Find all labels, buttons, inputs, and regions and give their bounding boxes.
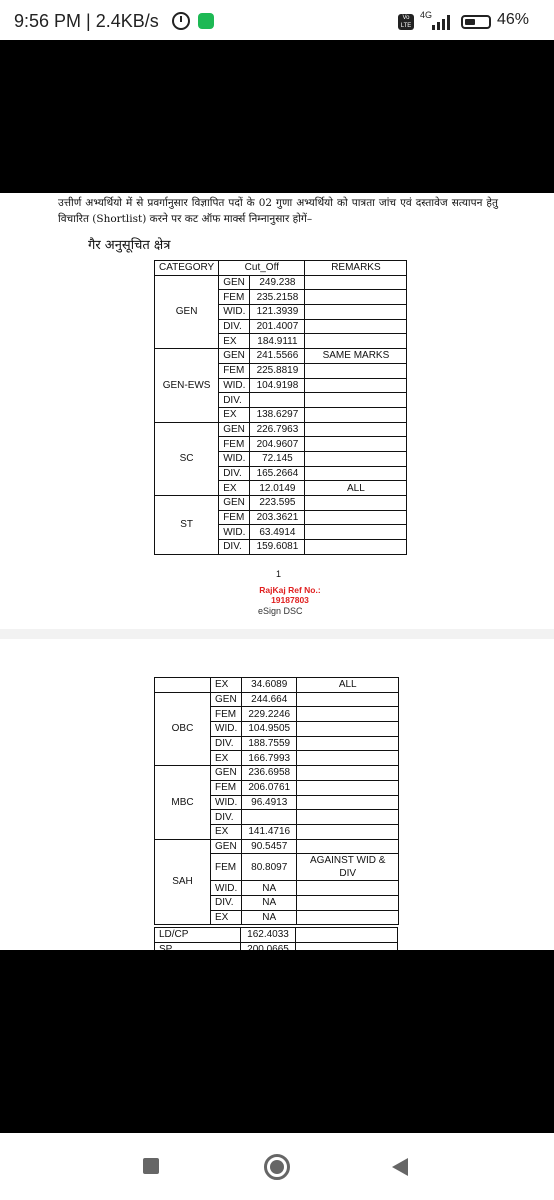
subcategory-cell: GEN — [211, 766, 242, 781]
cutoff-cell: 225.8819 — [250, 363, 305, 378]
cutoff-cell: 162.4033 — [241, 928, 296, 943]
remarks-cell: ALL — [297, 678, 399, 693]
remarks-cell — [297, 736, 399, 751]
battery-icon — [461, 15, 491, 29]
cutoff-cell: NA — [242, 895, 297, 910]
table-row — [155, 678, 399, 693]
subcategory-cell: EX — [219, 481, 250, 496]
category-cell: MBC — [155, 766, 211, 839]
subcategory-cell: GEN — [219, 349, 250, 364]
subcategory-cell: FEM — [219, 510, 250, 525]
remarks-cell — [297, 766, 399, 781]
cutoff-cell: 104.9505 — [242, 722, 297, 737]
category-cell: ST — [155, 496, 219, 555]
battery-percent: 46% — [497, 11, 530, 28]
subcategory-cell: EX — [211, 678, 242, 693]
subcategory-cell: DIV. — [219, 540, 250, 555]
cutoff-cell — [242, 810, 297, 825]
remarks-cell — [305, 275, 407, 290]
table-row — [155, 692, 399, 707]
table-row — [155, 839, 399, 854]
cutoff-cell: 226.7963 — [250, 422, 305, 437]
network-type: 4G — [420, 10, 433, 20]
subcategory-cell: GEN — [219, 275, 250, 290]
category-cell: LD/CP — [155, 928, 241, 943]
remarks-cell — [297, 751, 399, 766]
cutoff-cell: 12.0149 — [250, 481, 305, 496]
subcategory-cell: FEM — [211, 854, 242, 881]
remarks-cell — [305, 290, 407, 305]
category-cell: GEN-EWS — [155, 349, 219, 422]
cutoff-cell: 203.3621 — [250, 510, 305, 525]
cutoff-cell: 104.9198 — [250, 378, 305, 393]
remarks-cell — [305, 378, 407, 393]
cutoff-cell: 80.8097 — [242, 854, 297, 881]
category-cell: OBC — [155, 692, 211, 765]
cutoff-cell: 236.6958 — [242, 766, 297, 781]
subcategory-cell: GEN — [219, 496, 250, 511]
cutoff-cell: 241.5566 — [250, 349, 305, 364]
pdf-viewer[interactable] — [0, 193, 554, 950]
subcategory-cell: WID. — [211, 881, 242, 896]
remarks-cell — [297, 692, 399, 707]
remarks-cell: SAME MARKS — [305, 349, 407, 364]
table-row — [155, 275, 407, 290]
subcategory-cell: EX — [211, 751, 242, 766]
cutoff-cell: NA — [242, 910, 297, 925]
remarks-cell — [297, 795, 399, 810]
subcategory-cell: DIV. — [211, 895, 242, 910]
subcategory-cell: FEM — [211, 707, 242, 722]
subcategory-cell: DIV. — [211, 736, 242, 751]
ref-label: RajKaj Ref No.: — [259, 585, 321, 595]
subcategory-cell: EX — [219, 407, 250, 422]
subcategory-cell: FEM — [219, 363, 250, 378]
remarks-cell — [297, 780, 399, 795]
remarks-cell — [305, 305, 407, 320]
remarks-cell — [296, 928, 398, 943]
subcategory-cell: WID. — [219, 305, 250, 320]
cutoff-cell — [250, 393, 305, 408]
app-notification-icon — [198, 13, 214, 29]
subcategory-cell: EX — [219, 334, 250, 349]
cutoff-cell: 63.4914 — [250, 525, 305, 540]
remarks-cell — [297, 895, 399, 910]
cutoff-cell: 34.6089 — [242, 678, 297, 693]
category-cell: GEN — [155, 275, 219, 348]
remarks-cell — [297, 881, 399, 896]
subcategory-cell: DIV. — [211, 810, 242, 825]
section-heading: गैर अनुसूचित क्षेत्र — [88, 238, 171, 253]
category-cell: SAH — [155, 839, 211, 925]
header-remarks: REMARKS — [305, 261, 407, 276]
cutoff-cell: 96.4913 — [242, 795, 297, 810]
remarks-cell: ALL — [305, 481, 407, 496]
remarks-cell — [305, 525, 407, 540]
subcategory-cell: WID. — [219, 451, 250, 466]
subcategory-cell: FEM — [219, 290, 250, 305]
remarks-cell — [305, 466, 407, 481]
remarks-cell — [305, 319, 407, 334]
header-category: CATEGORY — [155, 261, 219, 276]
ref-number: 19187803 — [271, 595, 309, 605]
cutoff-cell: 188.7559 — [242, 736, 297, 751]
redacted-bottom — [0, 950, 554, 1133]
intro-paragraph: उत्तीर्ण अभ्यर्थियो में से प्रवर्गानुसार विज्ञापित पदों के 02 गुणा अभ्यर्थियो को पात्रता जांच एवं दस्तावेज सत्यापन हेतु विचारित (Shortlist) करने पर कट ऑफ मार्क्स निम्नानुसार होगें– — [58, 197, 498, 225]
cutoff-cell: 138.6297 — [250, 407, 305, 422]
cutoff-cell: 90.5457 — [242, 839, 297, 854]
cutoff-cell: 166.7993 — [242, 751, 297, 766]
subcategory-cell: EX — [211, 910, 242, 925]
remarks-cell — [305, 496, 407, 511]
home-icon[interactable] — [264, 1154, 290, 1180]
battery-level — [465, 19, 475, 25]
page-separator — [0, 629, 554, 639]
cutoff-cell: 121.3939 — [250, 305, 305, 320]
cutoff-cell: 184.9111 — [250, 334, 305, 349]
cutoff-cell: 244.664 — [242, 692, 297, 707]
header-cutoff: Cut_Off — [219, 261, 305, 276]
cutoff-table-page2 — [154, 677, 399, 925]
category-cell — [155, 678, 211, 693]
subcategory-cell: FEM — [219, 437, 250, 452]
cutoff-table-page1 — [154, 260, 407, 555]
table-row — [155, 928, 398, 943]
remarks-cell — [305, 393, 407, 408]
remarks-cell — [297, 824, 399, 839]
status-bar — [0, 0, 554, 40]
remarks-cell — [297, 722, 399, 737]
subcategory-cell: WID. — [219, 378, 250, 393]
remarks-cell — [305, 540, 407, 555]
subcategory-cell: WID. — [211, 722, 242, 737]
remarks-cell — [297, 810, 399, 825]
subcategory-cell: GEN — [211, 692, 242, 707]
subcategory-cell: GEN — [219, 422, 250, 437]
cutoff-cell: 229.2246 — [242, 707, 297, 722]
rajkaj-ref — [250, 585, 330, 605]
cutoff-cell: 72.145 — [250, 451, 305, 466]
cutoff-cell: 201.4007 — [250, 319, 305, 334]
signal-icon — [432, 14, 454, 30]
remarks-cell — [305, 451, 407, 466]
remarks-cell — [305, 363, 407, 378]
subcategory-cell: WID. — [219, 525, 250, 540]
recents-icon[interactable] — [143, 1158, 159, 1174]
cutoff-cell: 223.595 — [250, 496, 305, 511]
remarks-cell — [297, 707, 399, 722]
alarm-icon — [172, 12, 190, 30]
cutoff-cell: 141.4716 — [242, 824, 297, 839]
remarks-cell — [305, 510, 407, 525]
subcategory-cell: FEM — [211, 780, 242, 795]
remarks-cell — [305, 334, 407, 349]
category-cell: SC — [155, 422, 219, 495]
cutoff-cell: 159.6081 — [250, 540, 305, 555]
remarks-cell — [297, 910, 399, 925]
esign-label: eSign DSC — [258, 606, 303, 616]
subcategory-cell: DIV. — [219, 319, 250, 334]
remarks-cell: AGAINST WID & DIV — [297, 854, 399, 881]
subcategory-cell: EX — [211, 824, 242, 839]
subcategory-cell: GEN — [211, 839, 242, 854]
cutoff-cell: 204.9607 — [250, 437, 305, 452]
table-row — [155, 766, 399, 781]
remarks-cell — [305, 437, 407, 452]
status-time: 9:56 PM | 2.4KB/s — [14, 11, 159, 31]
remarks-cell — [305, 407, 407, 422]
subcategory-cell: WID. — [211, 795, 242, 810]
table-row — [155, 496, 407, 511]
cutoff-cell: 165.2664 — [250, 466, 305, 481]
remarks-cell — [305, 422, 407, 437]
volte-icon: Vo LTE — [398, 14, 414, 30]
back-icon[interactable] — [392, 1158, 408, 1176]
cutoff-cell: NA — [242, 881, 297, 896]
page-number: 1 — [276, 569, 282, 579]
subcategory-cell: DIV. — [219, 393, 250, 408]
table-row — [155, 349, 407, 364]
cutoff-cell: 235.2158 — [250, 290, 305, 305]
table-row — [155, 422, 407, 437]
remarks-cell — [297, 839, 399, 854]
subcategory-cell: DIV. — [219, 466, 250, 481]
navigation-bar — [0, 1133, 554, 1200]
cutoff-cell: 206.0761 — [242, 780, 297, 795]
redacted-top — [0, 40, 554, 193]
cutoff-cell: 249.238 — [250, 275, 305, 290]
